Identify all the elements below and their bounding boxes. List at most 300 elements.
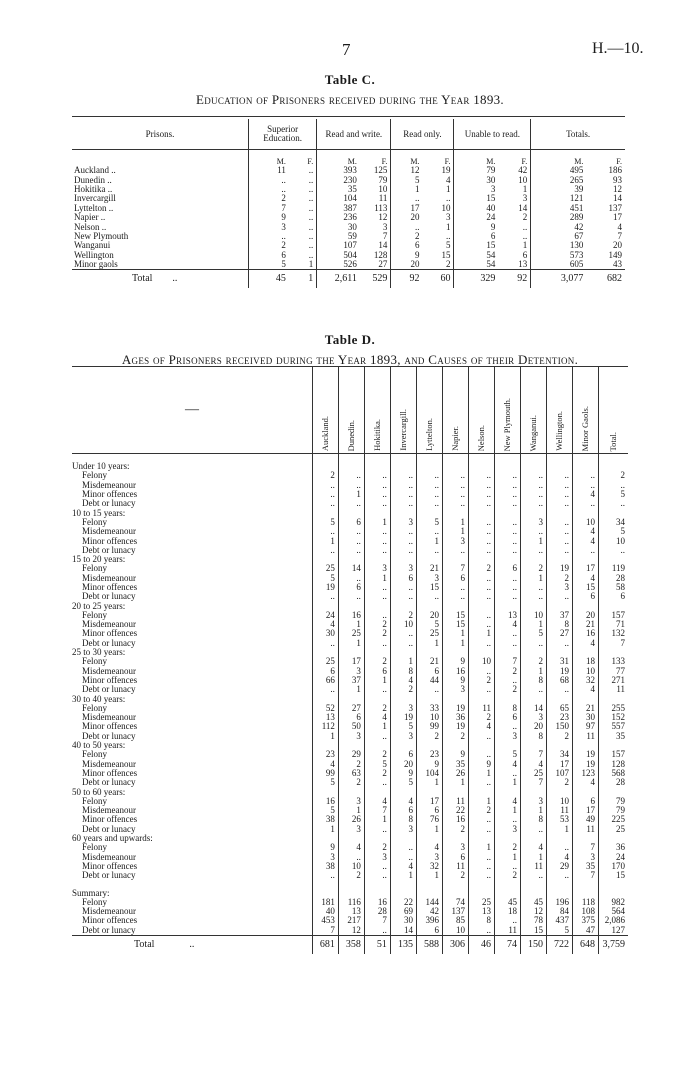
spacer-cell bbox=[468, 880, 494, 888]
table-cell: 3 bbox=[249, 222, 289, 231]
table-cell: 34 bbox=[547, 750, 573, 759]
table-cell: 1 bbox=[522, 240, 528, 251]
table-cell: .. bbox=[494, 583, 520, 592]
table-cell: 116 bbox=[338, 898, 364, 907]
table-cell: .. bbox=[364, 546, 390, 555]
table-cell: 2 bbox=[249, 194, 289, 203]
offence-label: Felony bbox=[82, 795, 108, 806]
table-cell: 11 bbox=[573, 825, 599, 834]
table-cell: 5 bbox=[547, 926, 573, 936]
table-cell: 10 bbox=[441, 202, 451, 213]
table-cell: 1 bbox=[338, 620, 364, 629]
table-cell: 18 bbox=[494, 907, 520, 916]
table-cell: 3 bbox=[390, 732, 416, 741]
table-cell: 4 bbox=[445, 174, 451, 185]
table-cell: 119 bbox=[599, 564, 628, 573]
table-cell: 9 bbox=[312, 843, 338, 852]
table-cell: 4 bbox=[364, 713, 390, 722]
table-cell: 9 bbox=[468, 760, 494, 769]
table-cell: 3 bbox=[521, 797, 547, 806]
table-cell: 12 bbox=[521, 907, 547, 916]
table-row bbox=[72, 574, 628, 583]
table-cell: 2 bbox=[494, 685, 520, 694]
table-c-prison-name: Wellington bbox=[74, 249, 114, 260]
total-cell: 329 bbox=[454, 270, 498, 289]
table-cell: 2,086 bbox=[599, 916, 628, 925]
table-cell: 15 bbox=[454, 241, 498, 250]
group-heading: 15 to 20 years: bbox=[72, 554, 126, 565]
spacer-row bbox=[72, 454, 628, 463]
table-cell: 7 bbox=[573, 871, 599, 880]
offence-label: Felony bbox=[82, 516, 108, 527]
table-cell: 3 bbox=[382, 221, 388, 232]
offence-label: Misdemeanour bbox=[82, 479, 136, 490]
table-cell: .. bbox=[312, 481, 338, 490]
table-cell: 573 bbox=[531, 251, 587, 260]
table-cell: 77 bbox=[599, 667, 628, 676]
table-cell: 1 bbox=[445, 183, 451, 194]
offence-label: Misdemeanour bbox=[82, 906, 136, 917]
table-cell: 21 bbox=[573, 704, 599, 713]
table-cell: 451 bbox=[531, 204, 587, 213]
table-cell: 2 bbox=[468, 676, 494, 685]
table-row bbox=[72, 760, 628, 769]
table-d-dash: — bbox=[184, 402, 199, 417]
table-row bbox=[72, 260, 625, 270]
table-cell: 12 bbox=[338, 926, 364, 936]
table-cell: .. bbox=[390, 481, 416, 490]
table-cell: 2 bbox=[249, 241, 289, 250]
table-cell: 10 bbox=[518, 174, 528, 185]
table-cell: 437 bbox=[547, 916, 573, 925]
table-row bbox=[72, 843, 628, 852]
table-d-col-header bbox=[573, 367, 599, 454]
table-cell: .. bbox=[312, 490, 338, 499]
spacer-cell bbox=[599, 880, 628, 888]
table-c-sex-label: M. bbox=[249, 150, 289, 167]
table-cell: 1 bbox=[416, 871, 442, 880]
table-cell: 15 bbox=[442, 611, 468, 620]
table-cell: 31 bbox=[547, 657, 573, 666]
table-cell: 7 bbox=[521, 778, 547, 787]
table-cell: .. bbox=[468, 536, 494, 545]
table-cell: 265 bbox=[531, 175, 587, 184]
table-cell: 79 bbox=[454, 166, 498, 175]
table-cell: 16 bbox=[442, 815, 468, 824]
table-cell: 9 bbox=[390, 769, 416, 778]
table-cell: 2 bbox=[521, 657, 547, 666]
table-cell: 128 bbox=[373, 249, 388, 260]
table-cell: 14 bbox=[338, 564, 364, 573]
table-cell: 11 bbox=[378, 193, 388, 204]
table-cell: 107 bbox=[317, 241, 360, 250]
table-cell: 5 bbox=[416, 620, 442, 629]
table-cell: 9 bbox=[442, 750, 468, 759]
table-row bbox=[72, 620, 628, 629]
table-cell: 6 bbox=[494, 713, 520, 722]
offence-label: Debt or lunacy bbox=[82, 823, 136, 834]
table-cell: .. bbox=[364, 778, 390, 787]
table-cell: 7 bbox=[364, 806, 390, 815]
offence-label: Debt or lunacy bbox=[82, 777, 136, 788]
table-cell: .. bbox=[364, 926, 390, 936]
table-cell: .. bbox=[312, 639, 338, 648]
table-cell: 9 bbox=[442, 676, 468, 685]
table-cell: 271 bbox=[599, 676, 628, 685]
table-cell: 3 bbox=[338, 797, 364, 806]
table-cell: 1 bbox=[442, 778, 468, 787]
table-row bbox=[72, 481, 628, 490]
table-cell: .. bbox=[522, 221, 528, 232]
table-cell: .. bbox=[390, 490, 416, 499]
table-row bbox=[72, 797, 628, 806]
table-d-col-header bbox=[521, 367, 547, 454]
table-cell: 69 bbox=[390, 907, 416, 916]
table-cell: .. bbox=[364, 825, 390, 834]
table-cell: .. bbox=[468, 518, 494, 527]
table-cell: 3 bbox=[454, 185, 498, 194]
table-cell: .. bbox=[364, 862, 390, 871]
table-cell: 6 bbox=[599, 592, 628, 601]
table-cell: 4 bbox=[494, 620, 520, 629]
table-cell: 17 bbox=[613, 212, 622, 223]
spacer-cell bbox=[312, 880, 338, 888]
table-cell: .. bbox=[494, 518, 520, 527]
table-cell: 32 bbox=[573, 676, 599, 685]
table-cell: 2 bbox=[468, 713, 494, 722]
table-row bbox=[72, 657, 628, 666]
table-cell: .. bbox=[308, 202, 314, 213]
table-cell: 32 bbox=[416, 862, 442, 871]
table-cell: 16 bbox=[338, 611, 364, 620]
table-cell: .. bbox=[547, 592, 573, 601]
table-cell: 19 bbox=[573, 750, 599, 759]
table-cell: 564 bbox=[599, 907, 628, 916]
table-row bbox=[72, 471, 628, 480]
table-cell: 59 bbox=[317, 232, 360, 241]
table-c-prison-name: Napier .. bbox=[74, 212, 106, 223]
table-c-sex-row bbox=[72, 150, 625, 167]
table-cell: 1 bbox=[442, 518, 468, 527]
group-heading: 25 to 30 years: bbox=[72, 647, 126, 658]
table-row bbox=[72, 769, 628, 778]
table-row bbox=[72, 862, 628, 871]
table-cell: .. bbox=[338, 481, 364, 490]
table-cell: .. bbox=[573, 499, 599, 508]
total-label-text: Total bbox=[132, 273, 153, 285]
table-cell: 1 bbox=[468, 843, 494, 852]
table-d-total-row bbox=[72, 935, 628, 954]
table-cell: 13 bbox=[518, 259, 528, 270]
table-cell: 4 bbox=[416, 843, 442, 852]
table-cell: 3 bbox=[494, 825, 520, 834]
offence-label: Misdemeanour bbox=[82, 572, 136, 583]
table-c-sex-label: F. bbox=[307, 157, 314, 166]
table-cell: .. bbox=[445, 230, 451, 241]
total-leader-dots: .. bbox=[189, 938, 195, 950]
table-cell: 11 bbox=[547, 806, 573, 815]
table-cell: 4 bbox=[573, 490, 599, 499]
table-cell: 1 bbox=[468, 769, 494, 778]
table-cell: 2 bbox=[364, 657, 390, 666]
table-cell: 3 bbox=[442, 685, 468, 694]
table-cell: 4 bbox=[521, 843, 547, 852]
spacer-cell bbox=[547, 454, 573, 463]
table-cell: .. bbox=[308, 230, 314, 241]
table-row bbox=[72, 825, 628, 834]
table-cell: 28 bbox=[364, 907, 390, 916]
table-cell: 2 bbox=[442, 825, 468, 834]
table-cell: 1 bbox=[338, 639, 364, 648]
table-cell: 35 bbox=[573, 862, 599, 871]
table-c-col-totals: Totals. bbox=[531, 119, 625, 150]
table-cell: .. bbox=[390, 471, 416, 480]
table-c-total-row bbox=[72, 270, 625, 289]
table-cell: 50 bbox=[338, 722, 364, 731]
table-cell: 26 bbox=[442, 769, 468, 778]
table-cell: 10 bbox=[599, 536, 628, 545]
table-cell: 8 bbox=[547, 620, 573, 629]
table-row bbox=[72, 536, 628, 545]
table-cell: .. bbox=[390, 852, 416, 861]
table-cell: 10 bbox=[468, 657, 494, 666]
table-cell: 47 bbox=[573, 926, 599, 936]
table-cell: 6 bbox=[442, 852, 468, 861]
table-cell: 4 bbox=[338, 843, 364, 852]
table-cell: 27 bbox=[547, 629, 573, 638]
table-cell: .. bbox=[468, 732, 494, 741]
offence-label: Minor offences bbox=[82, 582, 138, 592]
table-row bbox=[72, 611, 628, 620]
group-heading-row bbox=[72, 555, 628, 564]
group-heading-row bbox=[72, 601, 628, 610]
table-cell: .. bbox=[390, 536, 416, 545]
table-cell: 4 bbox=[573, 536, 599, 545]
table-cell: 157 bbox=[599, 750, 628, 759]
table-cell: 396 bbox=[416, 916, 442, 925]
table-d-col-header bbox=[599, 367, 628, 454]
table-cell: .. bbox=[390, 499, 416, 508]
table-cell: 30 bbox=[312, 629, 338, 638]
table-cell: .. bbox=[338, 499, 364, 508]
total-cell: 529 bbox=[360, 270, 391, 289]
table-cell: 4 bbox=[547, 852, 573, 861]
table-cell: 104 bbox=[317, 194, 360, 203]
table-cell: 10 bbox=[442, 926, 468, 936]
table-cell: .. bbox=[573, 471, 599, 480]
table-row bbox=[72, 685, 628, 694]
table-cell: 24 bbox=[454, 213, 498, 222]
offence-label: Debt or lunacy bbox=[82, 591, 136, 602]
total-label bbox=[72, 935, 312, 954]
spacer-cell bbox=[442, 880, 468, 888]
table-cell: .. bbox=[547, 536, 573, 545]
table-row bbox=[72, 732, 628, 741]
table-cell: .. bbox=[468, 871, 494, 880]
table-cell: 35 bbox=[599, 732, 628, 741]
table-cell: 16 bbox=[573, 629, 599, 638]
table-cell: 2 bbox=[522, 212, 528, 223]
table-cell: 17 bbox=[573, 806, 599, 815]
table-cell: 108 bbox=[573, 907, 599, 916]
spacer-cell bbox=[494, 880, 520, 888]
table-cell: .. bbox=[442, 592, 468, 601]
table-cell: 12 bbox=[378, 212, 388, 223]
table-cell: 9 bbox=[454, 222, 498, 231]
table-cell: 186 bbox=[608, 165, 622, 176]
table-cell: 53 bbox=[547, 815, 573, 824]
table-cell: 20 bbox=[391, 213, 423, 222]
table-cell: 12 bbox=[613, 183, 622, 194]
table-cell: 7 bbox=[599, 639, 628, 648]
table-cell: .. bbox=[494, 481, 520, 490]
table-cell: .. bbox=[364, 499, 390, 508]
table-cell: 84 bbox=[547, 907, 573, 916]
table-cell: .. bbox=[468, 546, 494, 555]
table-cell: 2 bbox=[391, 232, 423, 241]
total-cell: 92 bbox=[391, 270, 423, 289]
table-cell: 11 bbox=[249, 166, 289, 175]
table-c-col-read-write: Read and write. bbox=[317, 119, 391, 150]
table-cell: 11 bbox=[442, 862, 468, 871]
table-cell: 11 bbox=[573, 732, 599, 741]
table-cell: 30 bbox=[317, 222, 360, 231]
table-cell: .. bbox=[249, 232, 289, 241]
table-cell: 11 bbox=[494, 926, 520, 936]
table-cell: 5 bbox=[391, 175, 423, 184]
offence-label: Debt or lunacy bbox=[82, 637, 136, 648]
table-row bbox=[72, 527, 628, 536]
total-cell: 681 bbox=[312, 935, 338, 954]
table-cell: 128 bbox=[599, 760, 628, 769]
table-cell: 1 bbox=[312, 732, 338, 741]
table-cell: .. bbox=[547, 490, 573, 499]
table-c-col-unable: Unable to read. bbox=[454, 119, 531, 150]
table-cell: 5 bbox=[599, 527, 628, 536]
table-cell: 1 bbox=[338, 806, 364, 815]
table-cell: .. bbox=[521, 546, 547, 555]
table-cell: 4 bbox=[390, 862, 416, 871]
table-cell: 1 bbox=[445, 221, 451, 232]
offence-label: Misdemeanour bbox=[82, 526, 136, 537]
table-cell: 20 bbox=[390, 760, 416, 769]
table-cell: 605 bbox=[531, 260, 587, 270]
table-cell: 5 bbox=[390, 778, 416, 787]
table-cell: .. bbox=[468, 499, 494, 508]
table-cell: 453 bbox=[312, 916, 338, 925]
total-cell: 3,759 bbox=[599, 935, 628, 954]
table-cell: 7 bbox=[382, 230, 388, 241]
table-cell: 1 bbox=[494, 806, 520, 815]
table-cell: 49 bbox=[573, 815, 599, 824]
spacer-cell bbox=[547, 880, 573, 888]
table-cell: 19 bbox=[547, 667, 573, 676]
table-cell: 65 bbox=[547, 704, 573, 713]
offence-label: Misdemeanour bbox=[82, 712, 136, 723]
table-cell: 133 bbox=[599, 657, 628, 666]
offence-label: Felony bbox=[82, 656, 108, 667]
table-cell: 3 bbox=[390, 704, 416, 713]
table-d-title: Table D. bbox=[324, 332, 376, 347]
offence-label: Debt or lunacy bbox=[82, 870, 136, 881]
table-cell: .. bbox=[522, 230, 528, 241]
table-cell: 17 bbox=[338, 657, 364, 666]
table-cell: 1 bbox=[364, 676, 390, 685]
spacer-cell bbox=[573, 454, 599, 463]
table-cell: 17 bbox=[391, 204, 423, 213]
table-cell: 1 bbox=[521, 806, 547, 815]
table-cell: 26 bbox=[338, 815, 364, 824]
table-cell: 1 bbox=[468, 629, 494, 638]
offence-label: Minor offences bbox=[82, 860, 138, 871]
table-cell: .. bbox=[308, 174, 314, 185]
table-cell: 2 bbox=[364, 750, 390, 759]
table-row bbox=[72, 750, 628, 759]
table-cell: 3 bbox=[521, 518, 547, 527]
table-cell: .. bbox=[468, 667, 494, 676]
spacer-cell bbox=[521, 454, 547, 463]
table-cell: 157 bbox=[599, 611, 628, 620]
group-heading: 10 to 15 years: bbox=[72, 507, 126, 518]
table-cell: 8 bbox=[390, 815, 416, 824]
table-cell: .. bbox=[312, 685, 338, 694]
table-cell: 66 bbox=[312, 676, 338, 685]
table-cell: 504 bbox=[317, 251, 360, 260]
table-cell: 375 bbox=[573, 916, 599, 925]
table-cell: 4 bbox=[573, 527, 599, 536]
table-cell: 526 bbox=[317, 260, 360, 270]
table-cell: 1 bbox=[308, 259, 314, 270]
table-cell: 19 bbox=[442, 704, 468, 713]
table-cell: 1 bbox=[522, 183, 528, 194]
table-cell: 37 bbox=[338, 676, 364, 685]
total-cell: 682 bbox=[586, 270, 625, 289]
table-d-col-label: Auckland. bbox=[320, 415, 331, 451]
table-row bbox=[72, 518, 628, 527]
table-cell: 2 bbox=[442, 871, 468, 880]
table-cell: 6 bbox=[522, 249, 528, 260]
offence-label: Misdemeanour bbox=[82, 805, 136, 816]
table-cell: 7 bbox=[249, 204, 289, 213]
table-cell: 97 bbox=[573, 722, 599, 731]
table-cell: 2 bbox=[494, 667, 520, 676]
offence-label: Debt or lunacy bbox=[82, 924, 136, 935]
table-cell: 20 bbox=[521, 722, 547, 731]
table-cell: 393 bbox=[317, 166, 360, 175]
table-cell: 74 bbox=[442, 898, 468, 907]
table-cell: .. bbox=[494, 769, 520, 778]
table-row bbox=[72, 564, 628, 573]
table-c-title: Table C. bbox=[324, 72, 376, 87]
table-cell: 22 bbox=[442, 806, 468, 815]
table-cell: 68 bbox=[547, 676, 573, 685]
offence-label: Misdemeanour bbox=[82, 619, 136, 630]
table-cell: 25 bbox=[468, 898, 494, 907]
table-cell: 557 bbox=[599, 722, 628, 731]
table-cell: .. bbox=[547, 546, 573, 555]
table-cell: 3 bbox=[416, 574, 442, 583]
table-cell: 4 bbox=[617, 221, 622, 232]
table-row bbox=[72, 926, 628, 936]
total-cell: 3,077 bbox=[531, 270, 587, 289]
table-cell: 27 bbox=[378, 259, 388, 270]
table-cell: 2 bbox=[547, 778, 573, 787]
table-cell: .. bbox=[521, 871, 547, 880]
table-cell: 2 bbox=[364, 769, 390, 778]
table-cell: .. bbox=[364, 611, 390, 620]
table-cell: 4 bbox=[390, 797, 416, 806]
table-cell: 3 bbox=[416, 852, 442, 861]
